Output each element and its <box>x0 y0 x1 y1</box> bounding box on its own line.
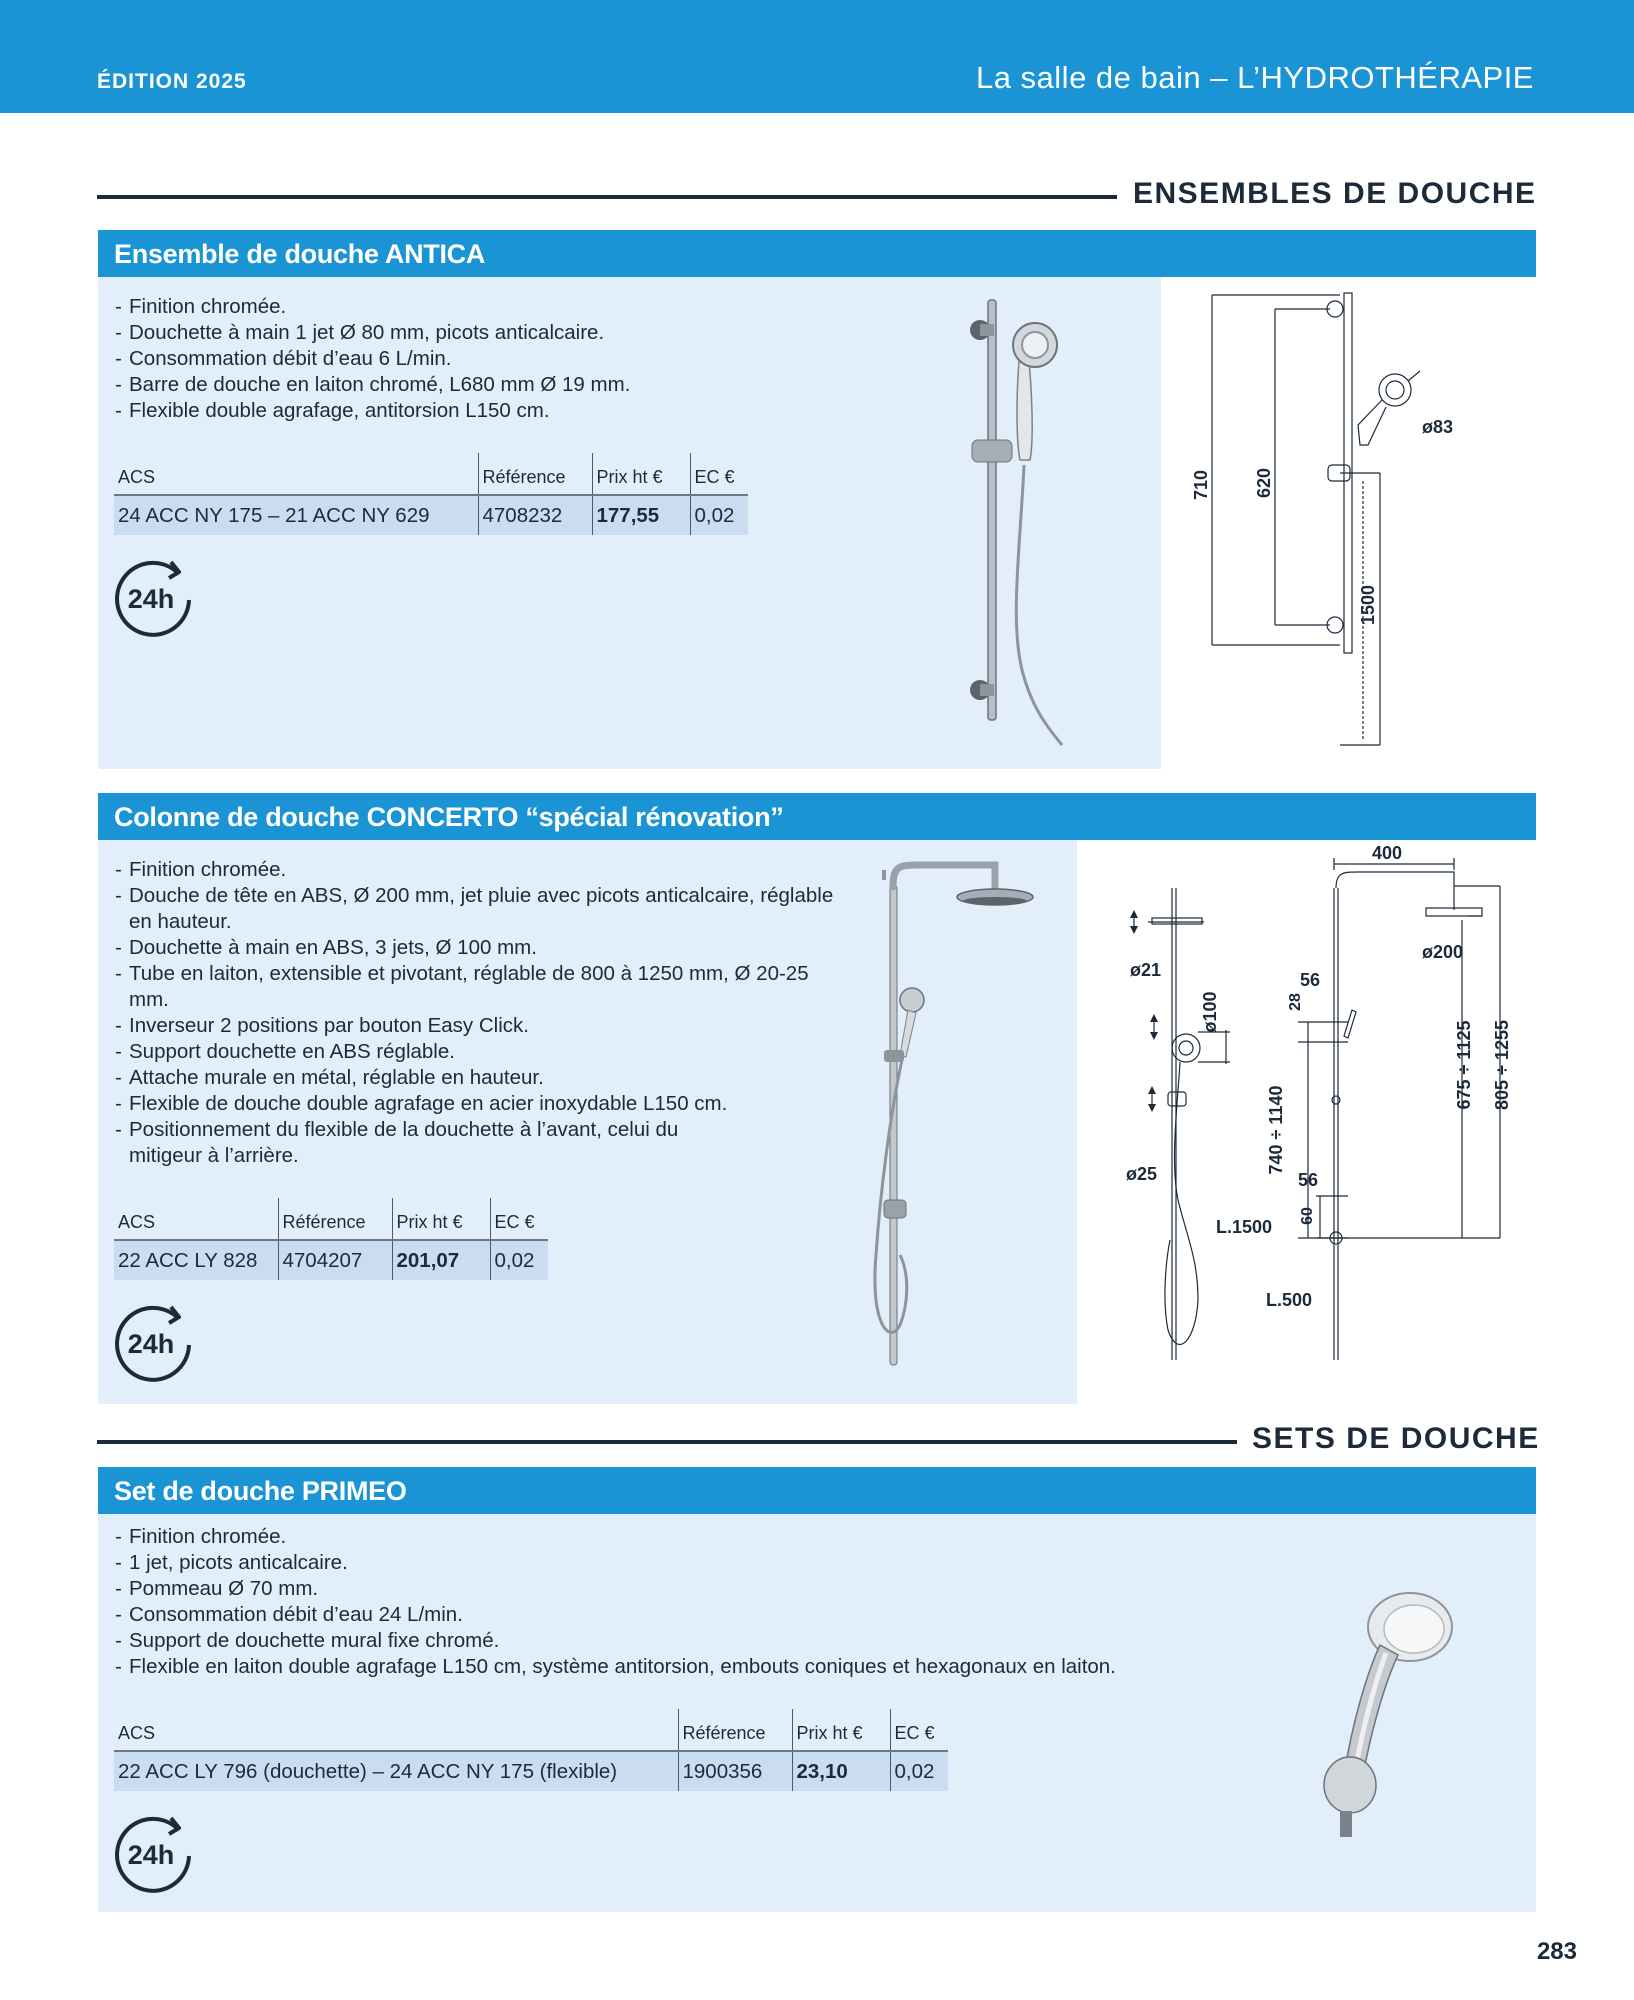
chapter-title: La salle de bain – L’HYDROTHÉRAPIE <box>975 60 1534 95</box>
feature-item: - Inverseur 2 positions par bouton Easy Click. <box>113 1013 853 1039</box>
feature-item: - Flexible en laiton double agrafage L150 cm, système antitorsion, embouts coniques et hexagonaux en laiton. <box>113 1654 1313 1680</box>
edition-label: ÉDITION 2025 <box>97 70 247 93</box>
dimension-label: 56 <box>1300 970 1321 990</box>
feature-item: - Positionnement du flexible de la douchette à l’avant, celui du mitigeur à l’arrière. <box>113 1117 703 1169</box>
feature-list <box>113 1524 1313 1680</box>
delivery-24h-badge <box>113 1303 193 1383</box>
product-title: Ensemble de douche ANTICA <box>114 239 486 269</box>
product-title-bar <box>98 230 1536 277</box>
product-title: Colonne de douche CONCERTO “spécial rénovation” <box>114 802 784 832</box>
price-cell: 23,10 <box>792 1751 890 1791</box>
section-title-sets: SETS DE DOUCHE <box>1252 1422 1540 1455</box>
section-title-ensembles: ENSEMBLES DE DOUCHE <box>1133 177 1537 210</box>
price-table <box>114 453 748 535</box>
product-title: Set de douche PRIMEO <box>114 1476 407 1506</box>
dimension-label: 710 <box>1191 469 1211 501</box>
product-photo-concerto <box>860 855 1030 1375</box>
feature-item: - 1 jet, picots anticalcaire. <box>113 1550 1313 1576</box>
column-header: ACS <box>114 1709 678 1751</box>
product-photo-antica <box>950 290 1090 750</box>
feature-item: - Tube en laiton, extensible et pivotant, réglable de 800 à 1250 mm, Ø 20-25 mm. <box>113 961 853 1013</box>
reference-cell: 1900356 <box>678 1751 792 1791</box>
column-header: Prix ht € <box>592 453 690 495</box>
feature-item: - Support de douchette mural fixe chromé. <box>113 1628 1313 1654</box>
column-header: ACS <box>114 1198 278 1240</box>
dimension-label: ø21 <box>1130 960 1162 980</box>
product-photo-primeo <box>1300 1585 1460 1845</box>
dimension-label: 1500 <box>1358 584 1378 626</box>
table-row <box>114 1751 948 1791</box>
product-title-bar <box>98 1467 1536 1514</box>
price-cell: 201,07 <box>392 1240 490 1280</box>
column-header: Référence <box>678 1709 792 1751</box>
feature-item: - Douchette à main en ABS, 3 jets, Ø 100 mm. <box>113 935 853 961</box>
dimension-label: 740 ÷ 1140 <box>1266 1085 1286 1175</box>
feature-list <box>113 294 873 424</box>
technical-drawing-antica <box>1191 285 1500 765</box>
column-header: EC € <box>490 1198 548 1240</box>
feature-item: - Finition chromée. <box>113 857 853 883</box>
badge-label: 24h <box>127 1840 175 1870</box>
reference-cell: 4708232 <box>478 495 592 535</box>
acs-cell: 22 ACC LY 828 <box>114 1240 278 1280</box>
column-header: ACS <box>114 453 478 495</box>
feature-item: - Flexible de douche double agrafage en acier inoxydable L150 cm. <box>113 1091 853 1117</box>
acs-cell: 24 ACC NY 175 – 21 ACC NY 629 <box>114 495 478 535</box>
dimension-label: 28 <box>1287 993 1304 1011</box>
dimension-label: 805 ÷ 1255 <box>1492 1020 1512 1110</box>
ec-cell: 0,02 <box>890 1751 948 1791</box>
dimension-label: ø100 <box>1200 991 1220 1033</box>
column-header: Prix ht € <box>792 1709 890 1751</box>
feature-item: - Finition chromée. <box>113 294 873 320</box>
dimension-label: ø25 <box>1126 1164 1158 1184</box>
dimension-label: L.1500 <box>1216 1217 1273 1237</box>
table-row <box>114 495 748 535</box>
dimension-label: 620 <box>1254 467 1274 499</box>
dimension-label: 56 <box>1298 1170 1319 1190</box>
acs-cell: 22 ACC LY 796 (douchette) – 24 ACC NY 175 (flexible) <box>114 1751 678 1791</box>
table-row <box>114 1240 548 1280</box>
price-table <box>114 1198 548 1280</box>
page-number: 283 <box>1536 1938 1577 1965</box>
dimension-label: 60 <box>1299 1207 1316 1225</box>
feature-item: - Barre de douche en laiton chromé, L680 mm Ø 19 mm. <box>113 372 873 398</box>
dimension-label: ø83 <box>1422 417 1454 437</box>
feature-item: - Consommation débit d’eau 24 L/min. <box>113 1602 1313 1628</box>
column-header: EC € <box>890 1709 948 1751</box>
ec-cell: 0,02 <box>690 495 748 535</box>
reference-cell: 4704207 <box>278 1240 392 1280</box>
dimension-label: L.500 <box>1266 1290 1313 1310</box>
feature-item: - Douche de tête en ABS, Ø 200 mm, jet pluie avec picots anticalcaire, réglable en hauteur. <box>113 883 853 935</box>
delivery-24h-badge <box>113 558 193 638</box>
section-rule <box>97 1440 1237 1444</box>
technical-drawing-concerto <box>1108 840 1548 1380</box>
feature-item: - Flexible double agrafage, antitorsion L150 cm. <box>113 398 873 424</box>
badge-label: 24h <box>127 584 175 614</box>
feature-item: - Pommeau Ø 70 mm. <box>113 1576 1313 1602</box>
price-cell: 177,55 <box>592 495 690 535</box>
delivery-24h-badge <box>113 1814 193 1894</box>
feature-item: - Douchette à main 1 jet Ø 80 mm, picots anticalcaire. <box>113 320 873 346</box>
feature-item: - Consommation débit d’eau 6 L/min. <box>113 346 873 372</box>
page-header <box>0 0 1634 113</box>
column-header: Référence <box>278 1198 392 1240</box>
badge-label: 24h <box>127 1329 175 1359</box>
section-rule <box>97 195 1117 199</box>
ec-cell: 0,02 <box>490 1240 548 1280</box>
feature-item: - Support douchette en ABS réglable. <box>113 1039 853 1065</box>
column-header: Prix ht € <box>392 1198 490 1240</box>
column-header: EC € <box>690 453 748 495</box>
feature-list <box>113 857 853 1169</box>
product-title-bar <box>98 793 1536 840</box>
dimension-label: 400 <box>1372 843 1403 863</box>
column-header: Référence <box>478 453 592 495</box>
price-table <box>114 1709 948 1791</box>
dimension-label: 675 ÷ 1125 <box>1454 1020 1474 1110</box>
dimension-label: ø200 <box>1422 942 1464 962</box>
feature-item: - Finition chromée. <box>113 1524 1313 1550</box>
feature-item: - Attache murale en métal, réglable en hauteur. <box>113 1065 853 1091</box>
